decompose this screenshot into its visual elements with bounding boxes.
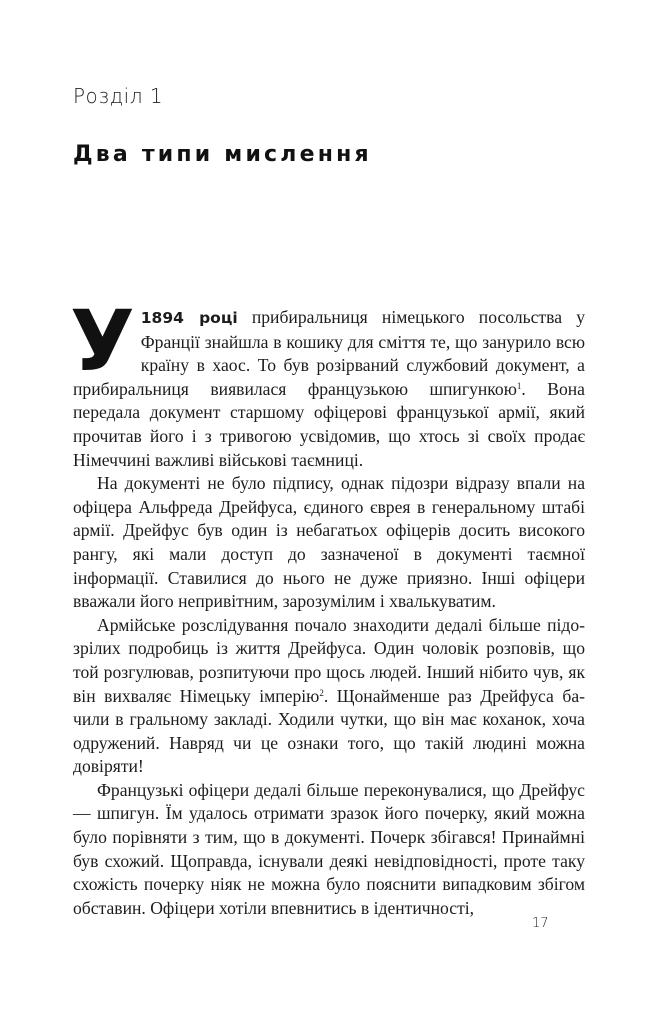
paragraph-4: Французькі офіцери дедалі більше переконувалися, що Дрейфус — шпигун. Їм удалось отримати зразок його почерку, який можна було порівняти з тим, що в документі. Почерк збігався! Принаймні був схожий. Щоправда, існували деякі невідповідності, проте таку схожість почерку ніяк не можна було пояснити випадковим збігом обставин. Офіцери хотіли впевнитись в ідентичності, [73, 779, 585, 918]
drop-cap: У [70, 292, 135, 390]
footnote-ref-2[interactable]: 2 [319, 687, 324, 698]
paragraph-1 [70, 292, 585, 472]
paragraph-3-text: Армійське розслідування почало знаходити дедалі більше підозрілих подробиць із життя Дрейфуса. Один чоловік розповів, що той розгулював, розпитуючи про щось людей. Інший нібито чув, як він вихваляє Німецьку імперію [73, 614, 585, 706]
paragraph-3-text-end: . Щонайменше раз Дрейфуса бачили в гральному закладі. Ходили чутки, що він має коханок, хоча одружений. Навряд чи це ознаки того, що такій людині можна довіряти! [73, 685, 585, 777]
page-number: 17 [532, 916, 549, 931]
chapter-label: Розділ 1 [73, 84, 164, 108]
chapter-title: Два типи мислення [73, 142, 372, 167]
lead-in-bold: 1894 році [140, 309, 238, 327]
body-text [70, 292, 585, 920]
paragraph-1-text-end: . Вона передала документ старшому офіцерові французької армії, який прочитав його і з тривогою усвідомив, що хтось зі своїх продає Німеччині важливі військові таємниці. [73, 378, 585, 470]
paragraph-1-text: прибиральниця німецького посольства у Франції знайшла в кошику для сміття те, що занурило всю країну в хаос. То був розірваний службовий документ, а прибиральниця виявилася французькою шпигункою [73, 307, 585, 399]
footnote-ref-1[interactable]: 1 [516, 380, 522, 391]
paragraph-2: На документі не було підпису, однак підозри відразу впали на офіцера Альфреда Дрейфуса, єдиного єврея в генеральному штабі армії. Дрейфус був один із небагатьох офіцерів досить високого рангу, які мали доступ до зазначеної в документі таємної інформації. Ставилися до нього не дуже приязно. Інші офіцери вважали його непривітним, зарозумілим і хвалькуватим. [73, 473, 585, 612]
paragraph-3 [73, 614, 585, 779]
